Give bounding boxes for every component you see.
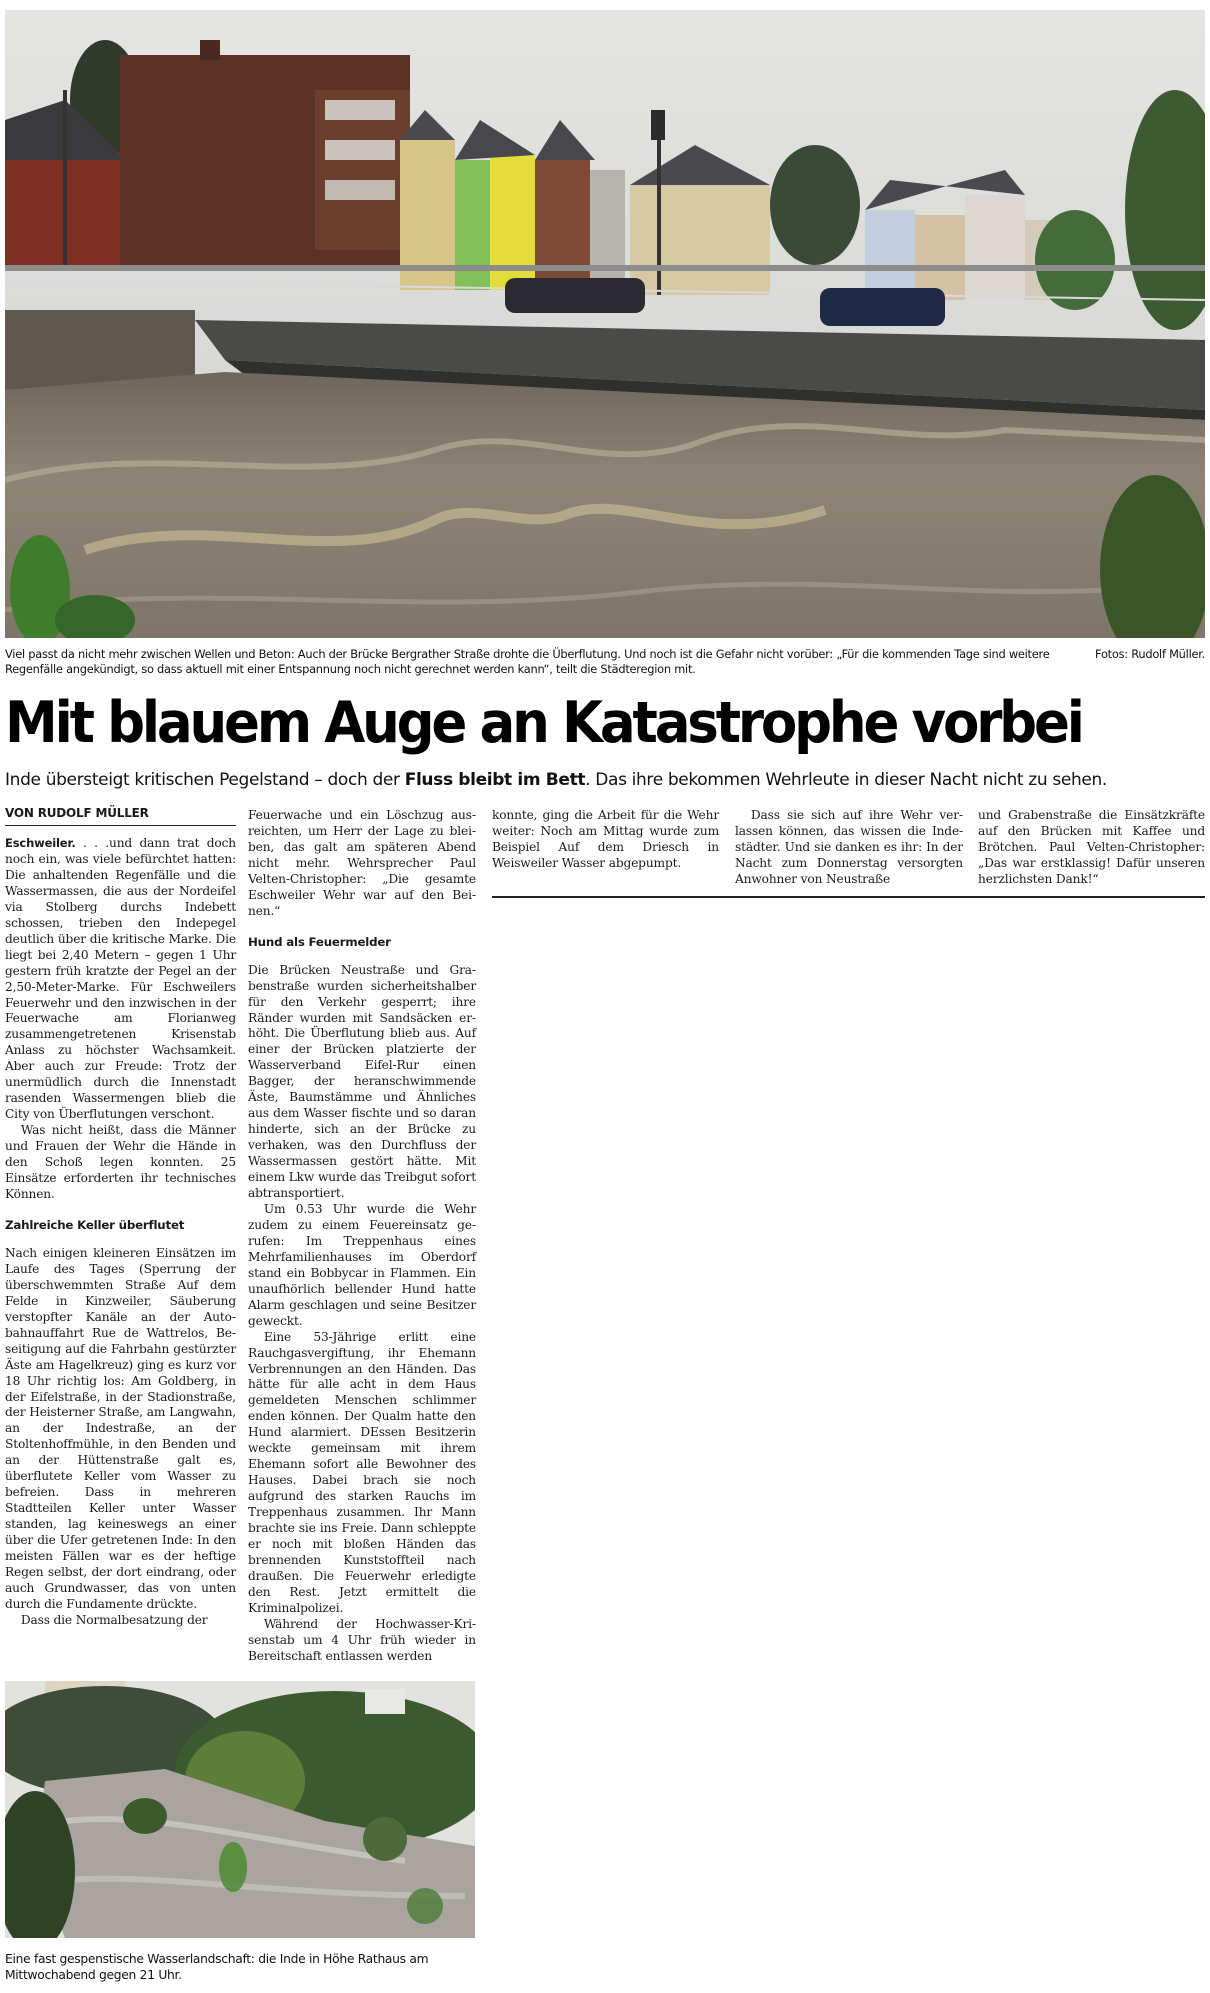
article-paragraph: und Grabenstraße die Einsätzkräfte auf den Brücken mit Kaffee und Brötchen. Paul Velten-Christopher: „Das war erstklassig! Dafür unseren herzlichsten Dank!“ — [978, 808, 1205, 886]
subhead-text-end: . Das ihre bekommen Wehrleute in dieser Nacht nicht zu sehen. — [585, 770, 1107, 790]
photo-river-landscape — [5, 1681, 475, 1938]
article-paragraph: Die Brücken Neustraße und Grabenstraße wurden sicherheitshalber für den Verkehr gesperrt; ihre Ränder wurden mit Sandsäcken erhöht. Die Überflutung blieb aus. Auf einer der Brücken platzierte der Wasserverband Eifel-Rur einen Bagger, der heranschwimmende Äste, Baumstämme und Ähnliches aus dem Wasser fischte und so daran hinderte, sich an der Brücke zu verhaken, was den Durchfluss der Wassermassen gestört hätte. Mit einem Lkw wurde das Treibgut sofort abtransportiert. — [248, 962, 476, 1201]
caption-text: Viel passt da nicht mehr zwischen Wellen und Beton: Auch der Brücke Bergrather Straße drohte die Überflutung. Und noch ist die Gefahr nicht vorüber: „Für die kommenden Tage sind weitere Regenfälle angekündigt, so dass aktuell mit einer Entspannung noch nicht gerechnet werden kann“, teilt die Städteregion mit. — [5, 647, 1050, 676]
article-headline: Mit blauem Auge an Katastrophe vorbei — [5, 690, 1082, 756]
article-column-4 — [735, 808, 963, 888]
article-subhead — [5, 768, 1205, 792]
article-paragraph: Dass die Normalbesatzung der — [20, 1612, 208, 1627]
section-subtitle-dog: Hund als Feuermelder — [248, 934, 391, 949]
article-paragraph: konnte, ging die Arbeit für die Wehr weiter: Noch am Mittag wurde zum Beispiel Auf dem Driesch in Weisweiler Wasser abgepumpt. — [492, 808, 719, 870]
article-paragraph: Um 0.53 Uhr wurde die Wehr zudem zu einem Feuereinsatz gerufen: Im Treppenhaus eines Mehrfamilienhauses im Oberdorf stand ein Bobbycar in Flammen. Ein unaufhörlich bellender Hund hatte Alarm geschlagen und seine Besitzer geweckt. — [248, 1201, 476, 1328]
section-subtitle-cellars: Zahlreiche Keller überflutet — [5, 1217, 185, 1232]
article-column-5 — [978, 808, 1205, 888]
photo-illustration — [5, 10, 1205, 638]
article-paragraph: Während der Hochwasser-Krisenstab um 4 Uhr früh wieder in Bereitschaft entlassen werden — [248, 1616, 476, 1663]
article-paragraph: Was nicht heißt, dass die Männer und Frauen der Wehr die Hände in den Schoß legen konnten. 25 Einsätze erforderten ihr technisches Können. — [5, 1123, 236, 1201]
article-paragraph: Eine 53-Jährige erlitt eine Rauchgasvergiftung, ihr Ehemann Verbrennungen an den Händen. Das hätte für alle acht in dem Haus gemeldeten Menschen schlimmer enden können. Der Qualm hatte den Hund alarmiert. DEssen Besitzerin weckte gemeinsam mit ihrem Ehemann sofort alle Bewohner des Hauses. Dabei brach sie noch aufgrund des starken Rauchs im Treppenhaus zusammen. Ihr Mann brachte sie ins Freie. Dann schleppte er noch mit bloßen Händen das brennenden Kunststoffteil nach draußen. Die Feuerwehr erledigte den Rest. Jetzt ermittelt die Kriminalpolizei. — [248, 1329, 476, 1615]
subhead-emphasis: Fluss bleibt im Bett — [404, 770, 586, 790]
article-column-1 — [5, 805, 236, 1629]
article-paragraph-continued: Feuerwache und ein Löschzug ausreichten, um Herr der Lage zu bleiben, das galt am späteren Abend nicht mehr. Wehrsprecher Paul Velten-Christopher: „Die gesamte Eschweiler Wehr war auf den Beinen.“ — [248, 808, 476, 918]
paragraph-text: . . .und dann trat doch noch ein, was viele befürchtet hatten: Die anhaltenden Regenfälle und die Wassermassen, die aus der Nordeifel via Stolberg durchs Indebett schossen, trieben den Indepegel deutlich über die kritische Marke. Die liegt bei 2,40 Metern – gegen 1 Uhr gestern früh kratzte der Pegel an der 2,50-Meter-Marke. Für Eschweilers Feuerwehr und den inzwischen in der Feuerwache am Florianweg zusammengetretenen Krisenstab Anlass zu höchster Wachsamkeit. Aber auch zur Freude: Trotz der unermüdlich durch die Innenstadt rasenden Wassermengen blieb die City von Überflutungen verschont. — [5, 836, 236, 1122]
article-paragraph: Dass sie sich auf ihre Wehr verlassen können, das wissen die Inde-städter. Und sie danken es ihr: In der Nacht zum Donnerstag versorgten Anwohner von Neustraße — [735, 808, 963, 886]
photo-caption-bottom: Eine fast gespenstische Wasserlandschaft: die Inde in Höhe Rathaus am Mittwochabend gegen 21 Uhr. — [5, 1952, 429, 1982]
photo-flooded-river-bridge — [5, 10, 1205, 638]
photo-illustration — [5, 1681, 475, 1938]
article-column-2 — [248, 808, 476, 1665]
article-column-3 — [492, 808, 719, 872]
article-paragraph: Nach einigen kleineren Einsätzen im Laufe des Tages (Sperrung der überschwemmten Straße Auf dem Felde in Kinzweiler, Säuberung verstopfter Kanäle an der Autobahnauffahrt Rue de Wattrelos, Beseitigung auf die Fahrbahn gestürzter Äste am Hagelkreuz) ging es kurz vor 18 Uhr richtig los: Am Goldberg, in der Eifelstraße, in der Stadionstraße, der Heisterner Straße, am Langwahn, an der Indestraße, an der Stoltenhoffmühle, in den Benden und an der Hüttenstraße galt es, überflutete Keller vom Wasser zu befreien. Dass in mehreren Stadtteilen Keller unter Wasser standen, lag keineswegs an einer über die Ufer getretenen Inde: In den meisten Fällen war es der heftige Regen selbst, der dort eindrang, oder auch Grundwasser, das von unten durch die Fundamente drückte. — [5, 1245, 236, 1611]
subhead-text: Inde übersteigt kritischen Pegelstand – doch der — [5, 770, 405, 790]
article-end-rule — [492, 896, 1205, 898]
photo-credit: Fotos: Rudolf Müller. — [1095, 647, 1205, 661]
dateline: Eschweiler. — [5, 836, 76, 850]
article-paragraph — [5, 836, 236, 1123]
byline: VON RUDOLF MÜLLER — [5, 805, 236, 826]
photo-caption-top — [5, 647, 1205, 677]
